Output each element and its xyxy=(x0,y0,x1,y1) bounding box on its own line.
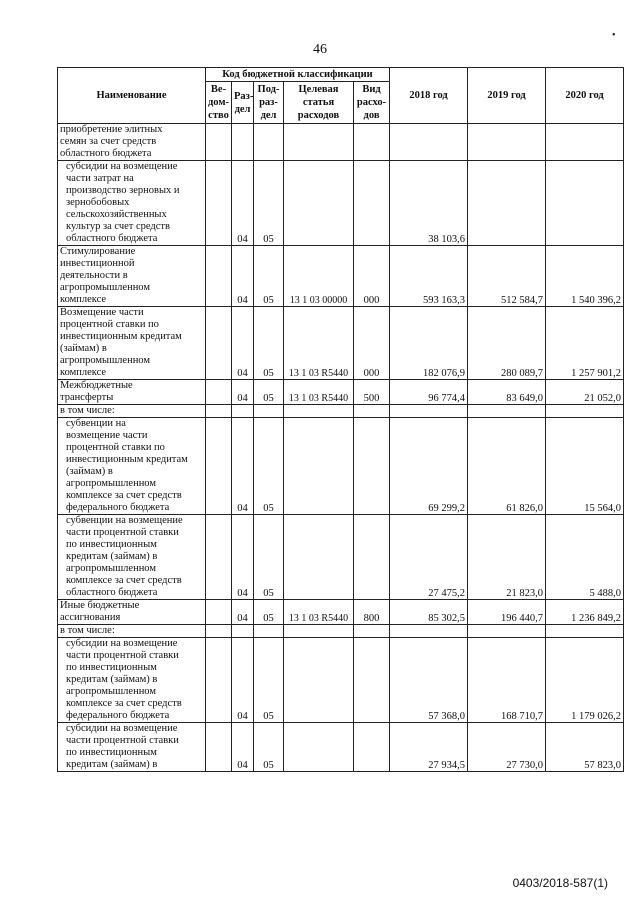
row-podrazdel: 05 xyxy=(254,307,284,380)
page-number: 46 xyxy=(313,42,327,57)
row-podrazdel: 05 xyxy=(254,600,284,625)
row-name: Стимулирование инвестиционной деятельности в агропромышленном комплексе xyxy=(58,246,206,307)
row-target xyxy=(284,723,354,772)
row-target: 13 1 03 R5440 xyxy=(284,380,354,405)
row-2020: 5 488,0 xyxy=(546,515,624,600)
row-vedomstvo xyxy=(206,723,232,772)
header-2018: 2018 год xyxy=(390,68,468,124)
row-vedomstvo xyxy=(206,307,232,380)
row-2019: 512 584,7 xyxy=(468,246,546,307)
row-2020: 21 052,0 xyxy=(546,380,624,405)
row-name: субсидии на возмещение части процентной ставки по инвестиционным кредитам (займам) в xyxy=(58,723,206,772)
row-razdel: 04 xyxy=(232,638,254,723)
row-vedomstvo xyxy=(206,600,232,625)
row-target: 13 1 03 R5440 xyxy=(284,600,354,625)
row-2020 xyxy=(546,161,624,246)
row-podrazdel xyxy=(254,124,284,161)
row-razdel xyxy=(232,405,254,418)
row-name: субсидии на возмещение части процентной ставки по инвестиционным кредитам (займам) в агропромышленном комплексе за счет средств федерального бюджета xyxy=(58,638,206,723)
row-2020 xyxy=(546,405,624,418)
row-2020: 1 257 901,2 xyxy=(546,307,624,380)
row-podrazdel xyxy=(254,625,284,638)
row-2018: 85 302,5 xyxy=(390,600,468,625)
row-vedomstvo xyxy=(206,625,232,638)
row-target xyxy=(284,625,354,638)
row-vedomstvo xyxy=(206,161,232,246)
row-name: субвенции на возмещение части процентной ставки по инвестиционным кредитам (займам) в агропромышленном комплексе за счет средств областного бюджета xyxy=(58,515,206,600)
row-2018: 96 774,4 xyxy=(390,380,468,405)
row-2019: 196 440,7 xyxy=(468,600,546,625)
row-type xyxy=(354,723,390,772)
row-2018: 182 076,9 xyxy=(390,307,468,380)
row-2018: 593 163,3 xyxy=(390,246,468,307)
row-podrazdel: 05 xyxy=(254,638,284,723)
document-code: 0403/2018-587(1) xyxy=(512,876,608,890)
row-target xyxy=(284,515,354,600)
header-2020: 2020 год xyxy=(546,68,624,124)
row-razdel: 04 xyxy=(232,418,254,515)
row-name: приобретение элитных семян за счет средств областного бюджета xyxy=(58,124,206,161)
row-target xyxy=(284,405,354,418)
row-razdel xyxy=(232,625,254,638)
row-type xyxy=(354,625,390,638)
table-row xyxy=(58,723,624,772)
row-2020: 57 823,0 xyxy=(546,723,624,772)
table-row xyxy=(58,405,624,418)
row-name: субсидии на возмещение части затрат на производство зерновых и зернобобовых сельскохозяйственных культур за счет средств областного бюджета xyxy=(58,161,206,246)
row-2020 xyxy=(546,124,624,161)
row-2018 xyxy=(390,625,468,638)
row-2018: 57 368,0 xyxy=(390,638,468,723)
row-2018 xyxy=(390,124,468,161)
row-target xyxy=(284,418,354,515)
row-type: 800 xyxy=(354,600,390,625)
row-target: 13 1 03 00000 xyxy=(284,246,354,307)
row-razdel: 04 xyxy=(232,723,254,772)
row-2019: 83 649,0 xyxy=(468,380,546,405)
row-2018 xyxy=(390,405,468,418)
row-2019 xyxy=(468,124,546,161)
row-2019: 168 710,7 xyxy=(468,638,546,723)
header-target: Целевая статья расходов xyxy=(284,82,354,124)
row-name: в том числе: xyxy=(58,405,206,418)
row-vedomstvo xyxy=(206,418,232,515)
row-2019: 280 089,7 xyxy=(468,307,546,380)
row-2018: 27 934,5 xyxy=(390,723,468,772)
row-podrazdel: 05 xyxy=(254,723,284,772)
row-razdel: 04 xyxy=(232,515,254,600)
row-razdel: 04 xyxy=(232,600,254,625)
row-target xyxy=(284,638,354,723)
table-row xyxy=(58,307,624,380)
corner-mark: • xyxy=(612,30,616,41)
row-2018: 27 475,2 xyxy=(390,515,468,600)
table-header xyxy=(58,68,624,124)
row-name: субвенции на возмещение части процентной ставки по инвестиционным кредитам (займам) в агропромышленном комплексе за счет средств федерального бюджета xyxy=(58,418,206,515)
row-2019: 21 823,0 xyxy=(468,515,546,600)
header-type: Вид расхо- дов xyxy=(354,82,390,124)
row-razdel xyxy=(232,124,254,161)
table-row xyxy=(58,418,624,515)
row-2019: 27 730,0 xyxy=(468,723,546,772)
row-vedomstvo xyxy=(206,380,232,405)
row-podrazdel: 05 xyxy=(254,246,284,307)
row-2020: 1 179 026,2 xyxy=(546,638,624,723)
budget-table xyxy=(57,67,624,772)
table-row xyxy=(58,625,624,638)
header-2019: 2019 год xyxy=(468,68,546,124)
table-body xyxy=(58,124,624,772)
header-podrazdel: Под- раз- дел xyxy=(254,82,284,124)
row-2019 xyxy=(468,161,546,246)
row-name: Возмещение части процентной ставки по инвестиционным кредитам (займам) в агропромышленном комплексе xyxy=(58,307,206,380)
row-name: в том числе: xyxy=(58,625,206,638)
row-vedomstvo xyxy=(206,405,232,418)
row-type xyxy=(354,418,390,515)
row-vedomstvo xyxy=(206,515,232,600)
row-type xyxy=(354,405,390,418)
row-razdel: 04 xyxy=(232,380,254,405)
row-vedomstvo xyxy=(206,124,232,161)
row-2020: 1 236 849,2 xyxy=(546,600,624,625)
row-type xyxy=(354,161,390,246)
row-razdel: 04 xyxy=(232,246,254,307)
row-2019 xyxy=(468,405,546,418)
row-2020 xyxy=(546,625,624,638)
row-vedomstvo xyxy=(206,638,232,723)
row-2018: 38 103,6 xyxy=(390,161,468,246)
row-target xyxy=(284,124,354,161)
row-type: 000 xyxy=(354,307,390,380)
table-row xyxy=(58,246,624,307)
row-type xyxy=(354,515,390,600)
table-row xyxy=(58,380,624,405)
row-target: 13 1 03 R5440 xyxy=(284,307,354,380)
row-podrazdel: 05 xyxy=(254,515,284,600)
row-razdel: 04 xyxy=(232,307,254,380)
header-razdel: Раз- дел xyxy=(232,82,254,124)
row-2020: 15 564,0 xyxy=(546,418,624,515)
table-row xyxy=(58,515,624,600)
header-name: Наименование xyxy=(58,68,206,124)
row-razdel: 04 xyxy=(232,161,254,246)
table-row xyxy=(58,124,624,161)
row-name: Иные бюджетные ассигнования xyxy=(58,600,206,625)
row-podrazdel: 05 xyxy=(254,380,284,405)
row-podrazdel: 05 xyxy=(254,418,284,515)
header-code-group: Код бюджетной классификации xyxy=(206,68,390,82)
row-2018: 69 299,2 xyxy=(390,418,468,515)
table-row xyxy=(58,638,624,723)
row-type: 000 xyxy=(354,246,390,307)
row-2019 xyxy=(468,625,546,638)
row-type: 500 xyxy=(354,380,390,405)
row-name: Межбюджетные трансферты xyxy=(58,380,206,405)
row-podrazdel xyxy=(254,405,284,418)
row-type xyxy=(354,638,390,723)
row-2020: 1 540 396,2 xyxy=(546,246,624,307)
row-vedomstvo xyxy=(206,246,232,307)
row-type xyxy=(354,124,390,161)
row-podrazdel: 05 xyxy=(254,161,284,246)
table-row xyxy=(58,161,624,246)
table-row xyxy=(58,600,624,625)
row-target xyxy=(284,161,354,246)
row-2019: 61 826,0 xyxy=(468,418,546,515)
header-vedomstvo: Ве- дом- ство xyxy=(206,82,232,124)
